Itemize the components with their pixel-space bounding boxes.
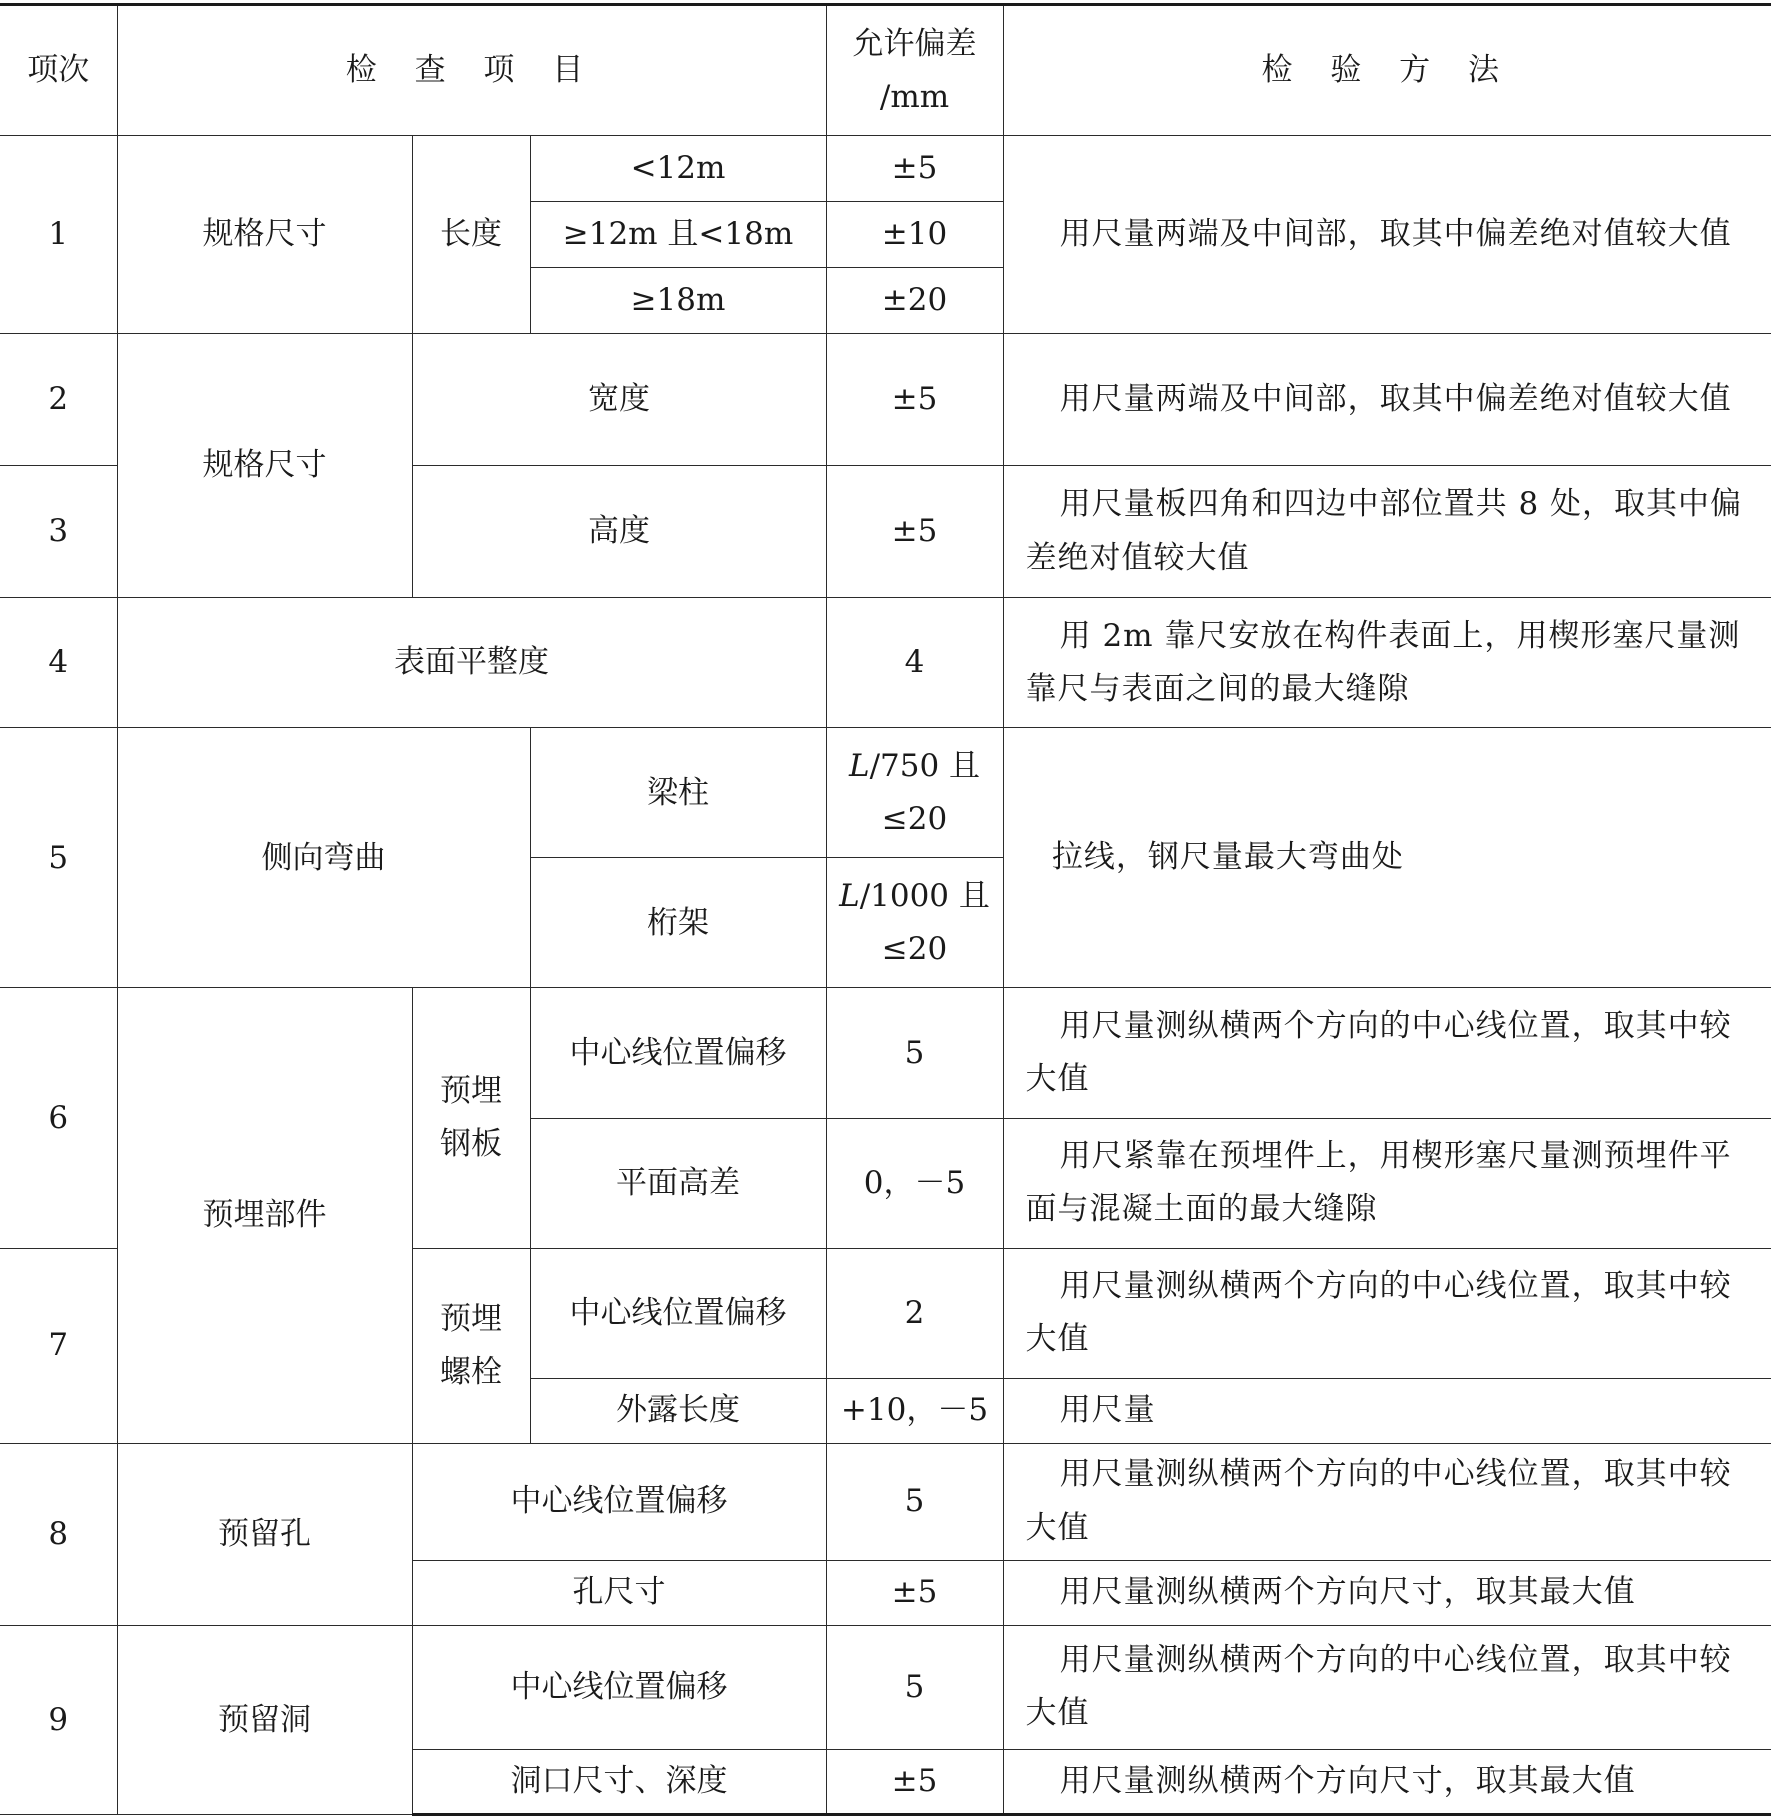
row7-item-1: 中心线位置偏移 <box>530 1248 826 1378</box>
row8-tol-2: ±5 <box>826 1560 1003 1625</box>
row67-group: 预埋部件 <box>117 988 412 1443</box>
table-row <box>0 988 1771 1118</box>
row6-sub-line2: 钢板 <box>440 1126 502 1163</box>
table-row <box>0 598 1771 728</box>
row6-tol-2: 0，－5 <box>826 1118 1003 1248</box>
row1-index: 1 <box>0 136 117 334</box>
table-row <box>0 334 1771 466</box>
row1-tol-1: ±5 <box>826 136 1003 202</box>
row9-method-2: 用尺量测纵横两个方向尺寸，取其最大值 <box>1003 1749 1771 1814</box>
table-row <box>0 728 1771 858</box>
row5-tol-1 <box>826 728 1003 858</box>
row5-tol-1-line2: ≤20 <box>881 800 948 837</box>
table-row <box>0 1443 1771 1560</box>
row4-label: 表面平整度 <box>117 598 826 728</box>
row8-tol-1: 5 <box>826 1443 1003 1560</box>
row1-item-2: ≥12m 且<18m <box>530 202 826 268</box>
row2-label: 宽度 <box>412 334 826 466</box>
row8-method-1: 用尺量测纵横两个方向的中心线位置，取其中较大值 <box>1003 1443 1771 1560</box>
row1-item-1: <12m <box>530 136 826 202</box>
row6-method-2: 用尺紧靠在预埋件上，用楔形塞尺量测预埋件平面与混凝土面的最大缝隙 <box>1003 1118 1771 1248</box>
row6-index: 6 <box>0 988 117 1248</box>
table-row <box>0 136 1771 202</box>
row3-index: 3 <box>0 466 117 598</box>
row2-tol: ±5 <box>826 334 1003 466</box>
row6-method-1: 用尺量测纵横两个方向的中心线位置，取其中较大值 <box>1003 988 1771 1118</box>
row9-item-1: 中心线位置偏移 <box>412 1625 826 1749</box>
row5-tol-2 <box>826 858 1003 988</box>
row1-tol-3: ±20 <box>826 268 1003 334</box>
row8-method-2: 用尺量测纵横两个方向尺寸，取其最大值 <box>1003 1560 1771 1625</box>
row6-sub-line1: 预埋 <box>440 1073 502 1110</box>
row5-index: 5 <box>0 728 117 988</box>
row9-index: 9 <box>0 1625 117 1814</box>
header-tolerance <box>826 5 1003 136</box>
row1-tol-2: ±10 <box>826 202 1003 268</box>
row7-tol-1: 2 <box>826 1248 1003 1378</box>
row9-tol-2: ±5 <box>826 1749 1003 1814</box>
row3-label: 高度 <box>412 466 826 598</box>
row5-item-1: 梁柱 <box>530 728 826 858</box>
header-tolerance-line1: 允许偏差 <box>852 25 977 62</box>
row4-method: 用 2m 靠尺安放在构件表面上，用楔形塞尺量测靠尺与表面之间的最大缝隙 <box>1003 598 1771 728</box>
row5-tol-2-l: L <box>839 878 860 915</box>
row7-method-2: 用尺量 <box>1003 1378 1771 1443</box>
row4-tol: 4 <box>826 598 1003 728</box>
row8-group: 预留孔 <box>117 1443 412 1625</box>
row8-item-2: 孔尺寸 <box>412 1560 826 1625</box>
row9-item-2: 洞口尺寸、深度 <box>412 1749 826 1814</box>
row7-sub <box>412 1248 530 1443</box>
row9-group: 预留洞 <box>117 1625 412 1814</box>
row3-method: 用尺量板四角和四边中部位置共 8 处，取其中偏差绝对值较大值 <box>1003 466 1771 598</box>
row8-item-1: 中心线位置偏移 <box>412 1443 826 1560</box>
row1-item-3: ≥18m <box>530 268 826 334</box>
row5-tol-1-rest: /750 且 <box>869 748 981 785</box>
row7-index: 7 <box>0 1248 117 1443</box>
row3-tol: ±5 <box>826 466 1003 598</box>
row6-sub <box>412 988 530 1248</box>
row2-method: 用尺量两端及中间部，取其中偏差绝对值较大值 <box>1003 334 1771 466</box>
header-index: 项次 <box>0 5 117 136</box>
tolerance-table <box>0 3 1771 1816</box>
table-row <box>0 1625 1771 1749</box>
row5-tol-2-line2: ≤20 <box>881 930 948 967</box>
row2-index: 2 <box>0 334 117 466</box>
row7-tol-2: +10，－5 <box>826 1378 1003 1443</box>
header-method: 检 验 方 法 <box>1003 5 1771 136</box>
header-tolerance-line2: /mm <box>879 78 950 115</box>
header-item: 检 查 项 目 <box>117 5 826 136</box>
row5-tol-1-l: L <box>848 748 870 785</box>
row1-sub: 长度 <box>412 136 530 334</box>
row6-item-1: 中心线位置偏移 <box>530 988 826 1118</box>
row5-tol-2-rest: /1000 且 <box>859 878 990 915</box>
row7-sub-line2: 螺栓 <box>440 1353 502 1390</box>
row6-tol-1: 5 <box>826 988 1003 1118</box>
row8-index: 8 <box>0 1443 117 1625</box>
row9-method-1: 用尺量测纵横两个方向的中心线位置，取其中较大值 <box>1003 1625 1771 1749</box>
row7-item-2: 外露长度 <box>530 1378 826 1443</box>
row23-group: 规格尺寸 <box>117 334 412 598</box>
row5-method: 拉线，钢尺量最大弯曲处 <box>1003 728 1771 988</box>
row5-group: 侧向弯曲 <box>117 728 530 988</box>
row1-group: 规格尺寸 <box>117 136 412 334</box>
header-row <box>0 5 1771 136</box>
row9-tol-1: 5 <box>826 1625 1003 1749</box>
row1-method: 用尺量两端及中间部，取其中偏差绝对值较大值 <box>1003 136 1771 334</box>
row7-method-1: 用尺量测纵横两个方向的中心线位置，取其中较大值 <box>1003 1248 1771 1378</box>
row4-index: 4 <box>0 598 117 728</box>
row5-item-2: 桁架 <box>530 858 826 988</box>
row6-item-2: 平面高差 <box>530 1118 826 1248</box>
row7-sub-line1: 预埋 <box>440 1300 502 1337</box>
